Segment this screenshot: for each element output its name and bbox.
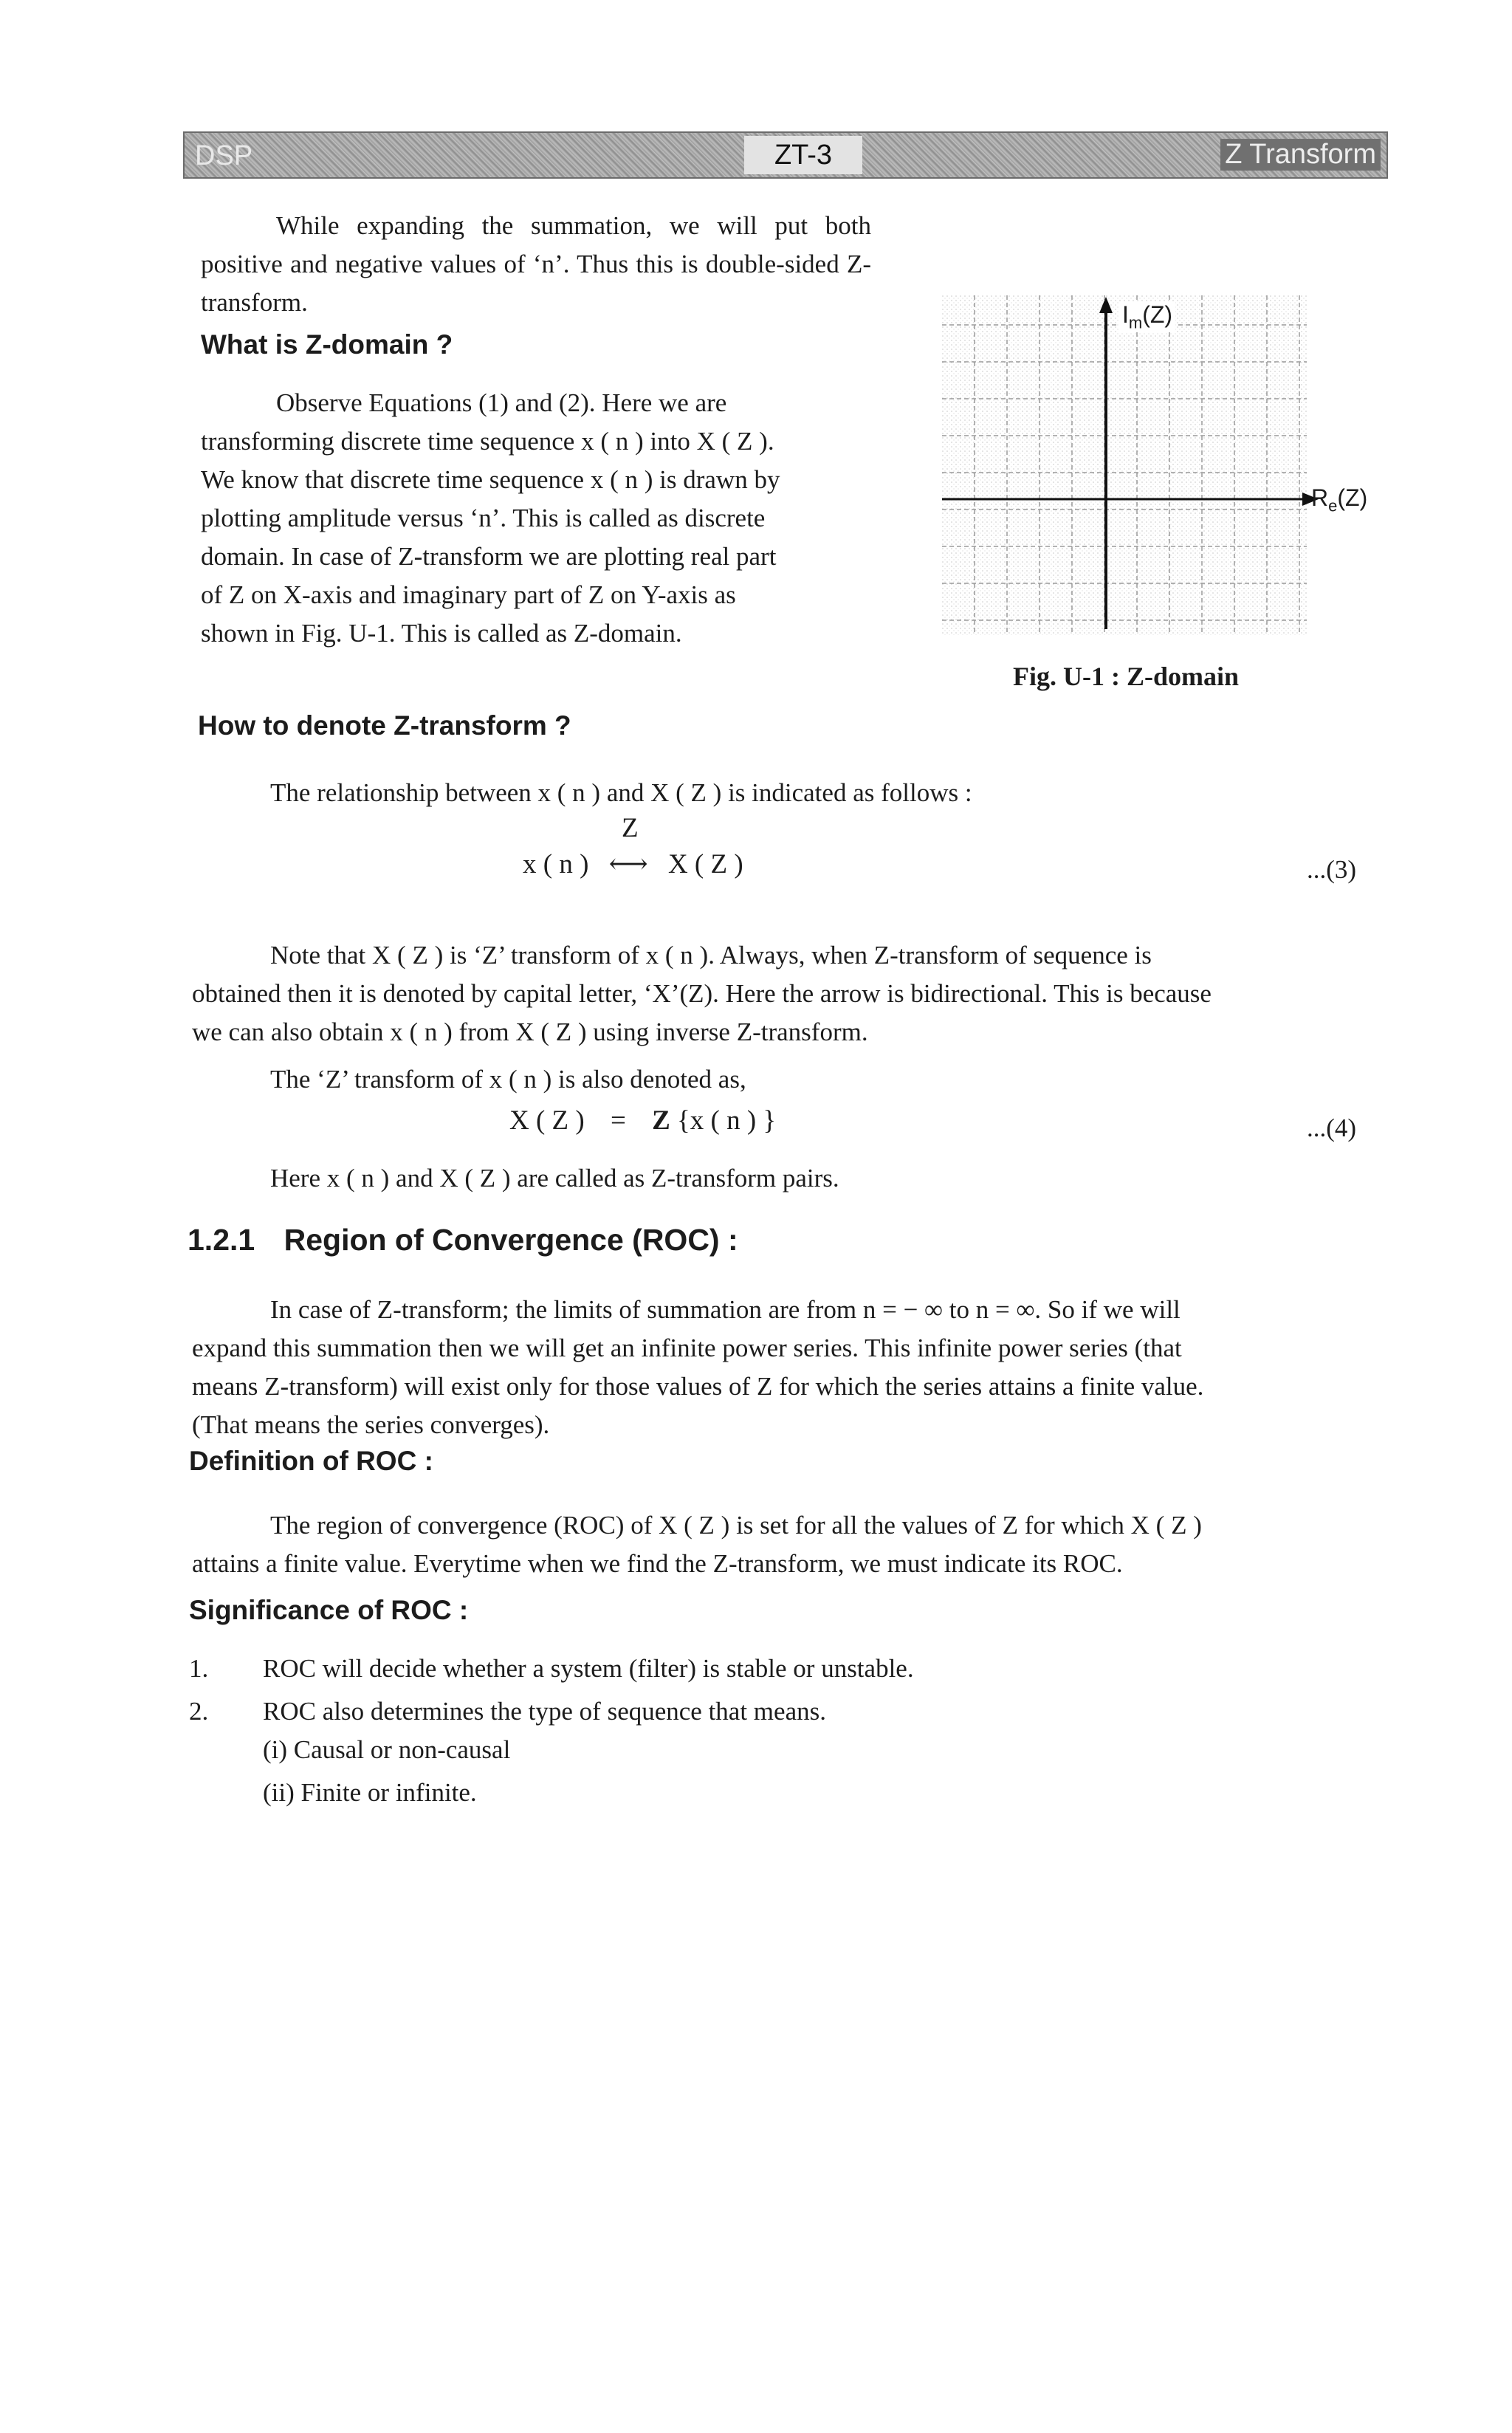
equation4-number: ...(4) xyxy=(1307,1113,1357,1142)
note-line: Note that X ( Z ) is ‘Z’ transform of x ( n ). Always, when Z-transform of sequence is xyxy=(270,941,1152,970)
intro-line: While expanding the summation, we will put both xyxy=(276,211,871,240)
imag-label-sub: m xyxy=(1128,313,1143,332)
heading-significance-roc: Significance of ROC : xyxy=(189,1595,469,1625)
real-label-tail: (Z) xyxy=(1337,484,1368,511)
z-domain-line: plotting amplitude versus ‘n’. This is called as discrete xyxy=(201,504,766,532)
section-heading-roc xyxy=(188,1223,738,1257)
equation3 xyxy=(523,848,743,880)
sub-list-item: (ii) Finite or infinite. xyxy=(263,1778,477,1807)
z-domain-diagram xyxy=(942,295,1400,642)
z-domain-paragraph xyxy=(201,384,871,653)
header-left-label: DSP xyxy=(195,140,253,171)
list-item-text: ROC also determines the type of sequence that means. xyxy=(263,1697,826,1726)
equation4-rhs: {x ( n ) } xyxy=(670,1105,777,1136)
roc-line: means Z-transform) will exist only for those values of Z for which the series attains a finite value. xyxy=(192,1372,1204,1401)
note-line: obtained then it is denoted by capital letter, ‘X’(Z). Here the arrow is bidirectional. This is because xyxy=(192,979,1212,1008)
intro-line: positive and negative values of ‘n’. Thus this is xyxy=(201,250,698,278)
z-domain-line: shown in Fig. U-1. This is called as Z-domain. xyxy=(201,619,682,648)
intro-paragraph xyxy=(201,207,871,322)
real-axis-label xyxy=(1311,484,1367,515)
figure-caption: Fig. U-1 : Z-domain xyxy=(1013,662,1239,691)
section-number: 1.2.1 xyxy=(188,1223,255,1257)
roc-line: (That means the series converges). xyxy=(192,1410,550,1439)
z-domain-line: We know that discrete time sequence x ( n ) is drawn by xyxy=(201,465,780,494)
list-item-number: 1. xyxy=(189,1654,209,1683)
grid-background xyxy=(942,295,1307,635)
sub-list-item: (i) Causal or non-causal xyxy=(263,1735,511,1764)
header-page-number: ZT-3 xyxy=(744,136,862,174)
roc-line: In case of Z-transform; the limits of summation are from n = − ∞ to n = ∞. So if we will xyxy=(270,1295,1181,1324)
equation3-number: ...(3) xyxy=(1307,855,1357,884)
intro-line: double-sided Z- transform. xyxy=(201,250,872,317)
note-line: we can also obtain x ( n ) from X ( Z ) using inverse Z-transform. xyxy=(192,1018,868,1046)
section-title: Region of Convergence (ROC) : xyxy=(284,1223,738,1257)
pairs-line: Here x ( n ) and X ( Z ) are called as Z-transform pairs. xyxy=(270,1164,839,1193)
equation4-lhs: X ( Z ) xyxy=(509,1105,585,1136)
list-item-text: ROC will decide whether a system (filter) is stable or unstable. xyxy=(263,1654,914,1683)
equation3-lhs: x ( n ) xyxy=(523,849,589,879)
z-domain-line: transforming discrete time sequence x ( n ) into X ( Z ). xyxy=(201,427,774,456)
heading-what-is-z-domain: What is Z-domain ? xyxy=(201,329,453,360)
equation4-equals: = xyxy=(610,1105,626,1136)
header-right-label: Z Transform xyxy=(1220,139,1381,171)
equation4-rhs-operator: Z xyxy=(652,1105,670,1136)
denote-paragraph: The relationship between x ( n ) and X ( Z ) is indicated as follows : xyxy=(270,778,972,807)
imag-label-main: I xyxy=(1122,301,1129,328)
z-domain-line: Observe Equations (1) and (2). Here we are xyxy=(276,388,727,417)
z-domain-figure xyxy=(942,295,1400,642)
sub-list xyxy=(263,1735,510,1821)
z-domain-line: of Z on X-axis and imaginary part of Z on Y-axis as xyxy=(201,580,736,609)
list-item-number: 2. xyxy=(189,1697,209,1726)
note-paragraph xyxy=(192,936,1361,1051)
equation3-rhs: X ( Z ) xyxy=(667,849,743,879)
real-label-sub: e xyxy=(1328,496,1338,515)
real-label-main: R xyxy=(1311,484,1329,511)
definition-line: attains a finite value. Everytime when we find the Z-transform, we must indicate its ROC. xyxy=(192,1549,1123,1578)
equation3-arrow: ⟷ xyxy=(608,849,648,879)
equation4 xyxy=(509,1105,776,1136)
heading-definition-roc: Definition of ROC : xyxy=(189,1446,433,1476)
page-header-band xyxy=(183,131,1388,179)
definition-paragraph xyxy=(192,1506,1361,1583)
definition-line: The region of convergence (ROC) of X ( Z ) is set for all the values of Z for which X ( Z ) xyxy=(270,1511,1202,1540)
also-denoted-line: The ‘Z’ transform of x ( n ) is also denoted as, xyxy=(270,1065,746,1094)
roc-line: expand this summation then we will get an infinite power series. This infinite power series (that xyxy=(192,1334,1182,1362)
z-domain-line: domain. In case of Z-transform we are plotting real part xyxy=(201,542,777,571)
imaginary-axis-label xyxy=(1119,301,1175,332)
imag-label-tail: (Z) xyxy=(1142,301,1173,328)
roc-paragraph xyxy=(192,1291,1361,1444)
equation3-arrow-label: Z xyxy=(622,813,639,843)
heading-how-to-denote: How to denote Z-transform ? xyxy=(198,710,571,741)
